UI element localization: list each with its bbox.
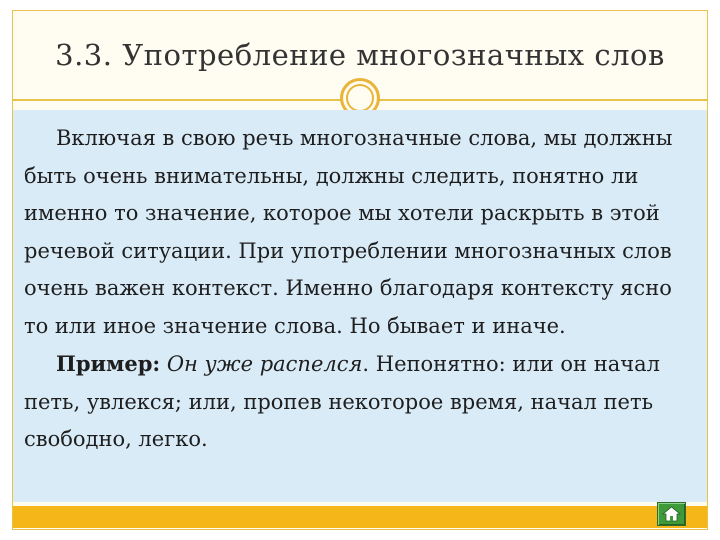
- home-icon: [658, 503, 685, 525]
- slide-title: 3.3. Употребление многозначных слов: [55, 38, 665, 72]
- example-quote: Он уже распелся: [166, 352, 363, 376]
- home-button[interactable]: [657, 502, 686, 526]
- body-paragraph: Включая в свою речь многозначные слова, мы должны быть очень внимательны, должны следить, понятно ли именно то значение, которое мы хотели раскрыть в этой речевой ситуации. При употреблении многозначных слов очень важен контекст. Именно благодаря контексту ясно то или иное значение слова. Но бывает и иначе.: [24, 126, 673, 338]
- body-text: [24, 120, 696, 459]
- example-explanation: . Непонятно: или он начал петь, увлекся; или, пропев некоторое время, начал петь свободно, легко.: [24, 352, 660, 451]
- example-label: Пример:: [56, 351, 161, 376]
- bottom-bar: [13, 506, 707, 528]
